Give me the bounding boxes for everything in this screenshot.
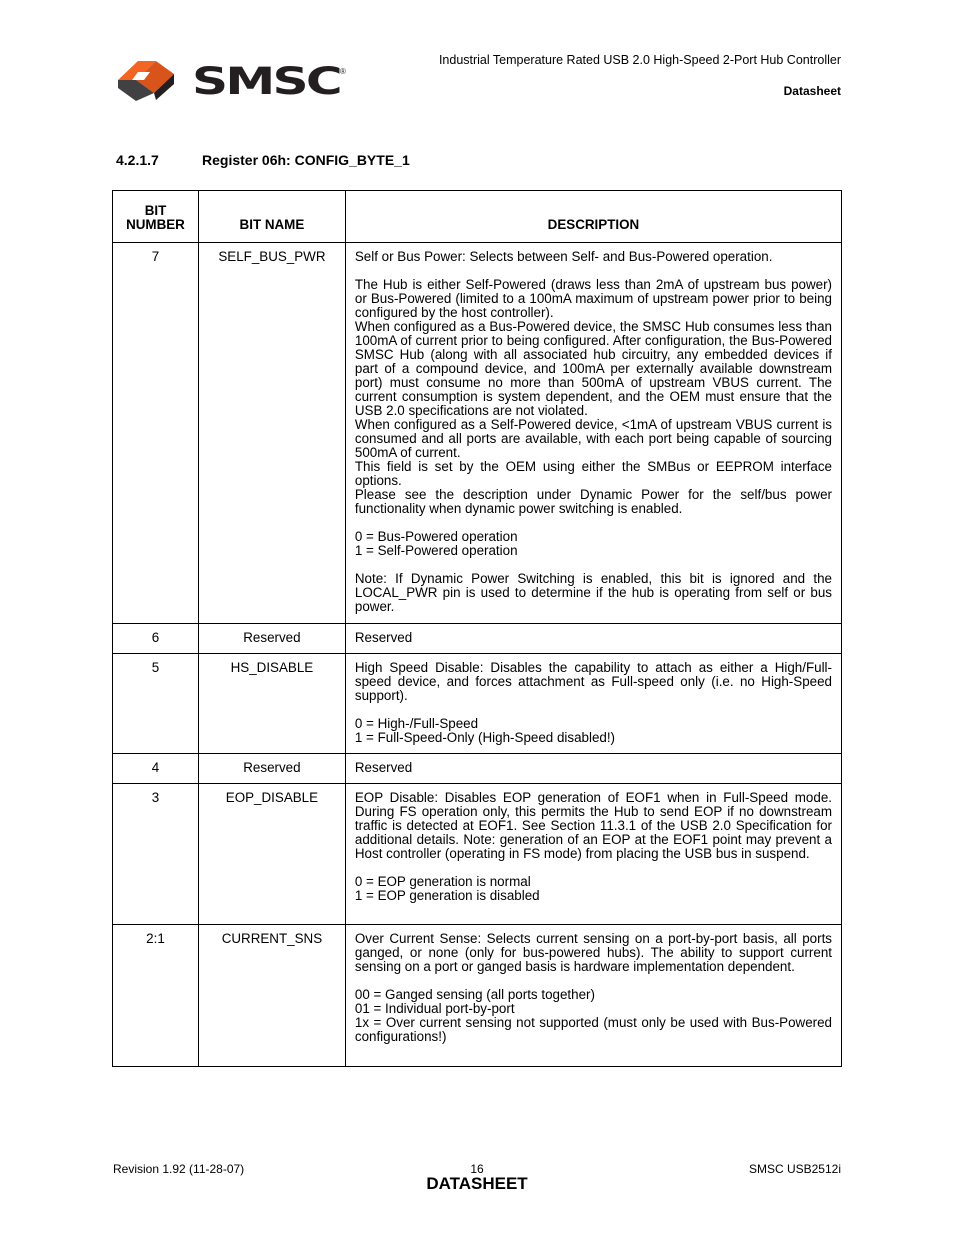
bit-number: 2:1 xyxy=(113,925,199,1067)
register-table xyxy=(112,190,842,1067)
bit-number: 5 xyxy=(113,654,199,754)
bit-description: Reserved xyxy=(345,754,841,784)
table-row xyxy=(113,243,842,624)
footer-product: SMSC USB2512i xyxy=(748,1162,841,1176)
bit-description: Reserved xyxy=(345,624,841,654)
bit-name: Reserved xyxy=(198,754,345,784)
bit-number: 4 xyxy=(113,754,199,784)
bit-number: 3 xyxy=(113,784,199,925)
svg-text:®: ® xyxy=(340,67,346,76)
bit-description: EOP Disable: Disables EOP generation of EOF1 when in Full-Speed mode. During FS operation only, this permits the Hub to send EOP if no downstream traffic is detected at EOF1. See Section 11.3.1 of the USB 2.0 Specification for additional details. Note: generation of an EOP at the EOF1 point may prevent a Host controller (operating in FS mode) from placing the USB bus in suspend. 0 = EOP generation is normal 1 = EOP generation is disabled xyxy=(345,784,841,925)
bit-name: SELF_BUS_PWR xyxy=(198,243,345,624)
table-row xyxy=(113,784,842,925)
table-row xyxy=(113,925,842,1067)
footer-page-number: 16 xyxy=(470,1162,484,1176)
table-header-row xyxy=(113,191,842,243)
svg-text:SMSC: SMSC xyxy=(192,60,340,102)
section-heading xyxy=(116,152,410,168)
bit-description: High Speed Disable: Disables the capability to attach as either a High/Full-speed device, and forces attachment as Full-speed only (i.e. no High-Speed support). 0 = High-/Full-Speed 1 = Full-Speed-Only (High-Speed disabled!) xyxy=(345,654,841,754)
bit-name: CURRENT_SNS xyxy=(198,925,345,1067)
table-row xyxy=(113,654,842,754)
footer-revision: Revision 1.92 (11-28-07) xyxy=(113,1162,245,1176)
smsc-logo xyxy=(116,60,348,102)
smsc-logo-icon xyxy=(116,60,348,102)
bit-number: 7 xyxy=(113,243,199,624)
bit-name: Reserved xyxy=(198,624,345,654)
bit-name: EOP_DISABLE xyxy=(198,784,345,925)
table-row xyxy=(113,624,842,654)
bit-description: Over Current Sense: Selects current sensing on a port-by-port basis, all ports ganged, or none (only for bus-powered hubs). The ability to support current sensing on a port or ganged basis is hardware implementation dependent. 00 = Ganged sensing (all ports together) 01 = Individual port-by-port 1x = Over current sensing not supported (must only be used with Bus-Powered configurations!) xyxy=(345,925,841,1067)
document-subtitle: Datasheet xyxy=(783,84,841,98)
bit-name: HS_DISABLE xyxy=(198,654,345,754)
footer-datasheet-label: DATASHEET xyxy=(426,1174,528,1193)
header-bit-number: BIT NUMBER xyxy=(113,191,199,243)
header-description: DESCRIPTION xyxy=(345,191,841,243)
bit-description: Self or Bus Power: Selects between Self- and Bus-Powered operation. The Hub is either Self-Powered (draws less than 2mA of upstream bus power) or Bus-Powered (limited to a 100mA maximum of upstream power prior to being configured by the host controller). When configured as a Bus-Powered device, the SMSC Hub consumes less than 100mA of current prior to being configured. After configuration, the Bus-Powered SMSC Hub (along with all associated hub circuitry, any embedded devices if part of a compound device, and 100mA per externally available downstream port) must consume no more than 500mA of upstream VBUS current. The current consumption is system dependent, and the OEM must ensure that the USB 2.0 specifications are not violated. When configured as a Self-Powered device, <1mA of upstream VBUS current is consumed and all ports are available, with each port being capable of sourcing 500mA of current. This field is set by the OEM using either the SMBus or EEPROM interface options. Please see the description under Dynamic Power for the self/bus power functionality when dynamic power switching is enabled. 0 = Bus-Powered operation 1 = Self-Powered operation Note: If Dynamic Power Switching is enabled, this bit is ignored and the LOCAL_PWR pin is used to determine if the hub is operating from self or bus power. xyxy=(345,243,841,624)
header-bit-name: BIT NAME xyxy=(198,191,345,243)
bit-number: 6 xyxy=(113,624,199,654)
document-title: Industrial Temperature Rated USB 2.0 High-Speed 2-Port Hub Controller xyxy=(438,53,841,67)
section-number: 4.2.1.7 xyxy=(116,152,159,168)
section-title: Register 06h: CONFIG_BYTE_1 xyxy=(202,152,410,168)
table-row xyxy=(113,754,842,784)
